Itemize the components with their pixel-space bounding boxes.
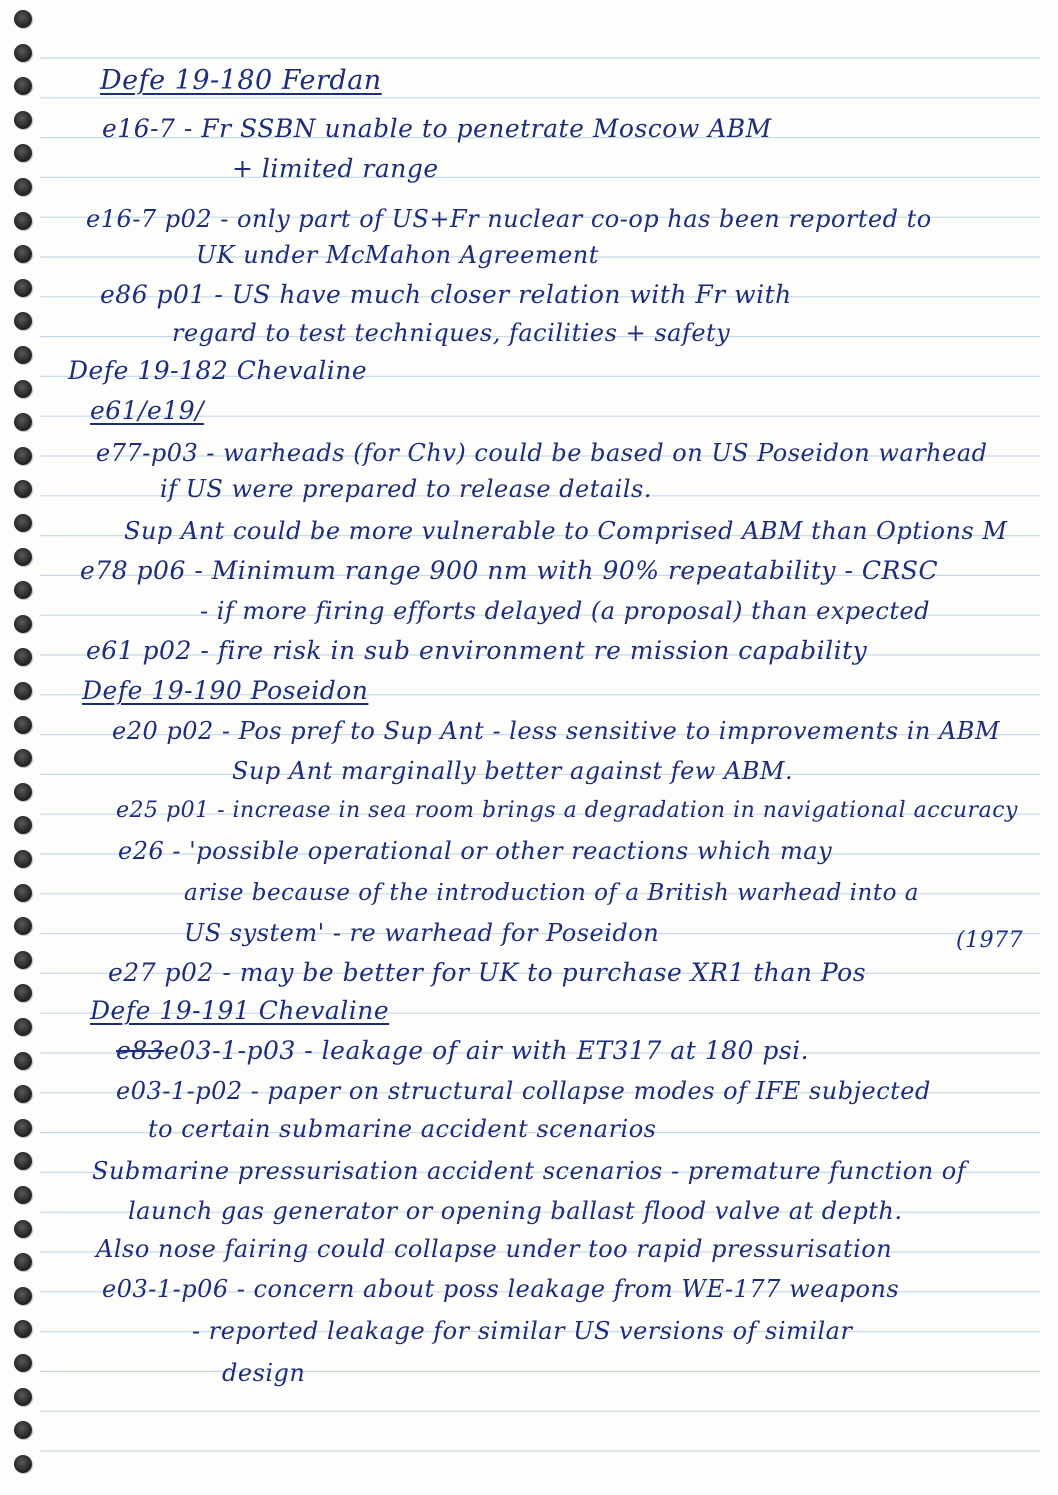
binding-hole xyxy=(14,346,32,364)
note-text: UK under McMahon Agreement xyxy=(196,241,599,269)
note-line xyxy=(192,1316,852,1346)
note-line xyxy=(116,1036,809,1066)
note-text: to certain submarine accident scenarios xyxy=(148,1115,657,1143)
note-text: design xyxy=(222,1359,306,1387)
note-line xyxy=(92,1156,966,1186)
note-line xyxy=(112,716,1000,746)
note-text: e16-7 - Fr SSBN unable to penetrate Moscow ABM xyxy=(102,114,772,143)
note-text: arise because of the introduction of a British warhead into a xyxy=(184,880,919,906)
note-text: Defe 19-191 Chevaline xyxy=(90,996,390,1025)
binding-hole xyxy=(14,178,32,196)
binding-hole xyxy=(14,648,32,666)
note-text: + limited range xyxy=(232,154,439,183)
binding-hole xyxy=(14,1287,32,1305)
note-text: e03-1-p02 - paper on structural collapse modes of IFE subjected xyxy=(116,1077,931,1105)
note-line xyxy=(232,154,439,184)
note-line xyxy=(118,836,832,866)
note-heading xyxy=(82,676,368,706)
note-text: e25 p01 - increase in sea room brings a degradation in navigational accuracy xyxy=(116,798,1018,823)
note-text: if US were prepared to release details. xyxy=(160,475,652,503)
note-text: - if more firing efforts delayed (a proposal) than expected xyxy=(200,597,931,625)
binding-hole xyxy=(14,1455,32,1473)
note-text: e78 p06 - Minimum range 900 nm with 90% repeatability - CRSC xyxy=(80,556,939,585)
note-text: Sup Ant could be more vulnerable to Comprised ABM than Options M xyxy=(124,517,1008,545)
note-text: e03-1-p03 - leakage of air with ET317 at 180 psi. xyxy=(164,1036,810,1065)
binding-hole xyxy=(14,480,32,498)
note-text: - reported leakage for similar US versions of similar xyxy=(192,1317,853,1345)
note-line xyxy=(232,756,793,786)
note-line xyxy=(102,1274,899,1304)
binding-hole xyxy=(14,144,32,162)
binding-hole xyxy=(14,1320,32,1338)
note-line xyxy=(108,958,866,988)
note-heading xyxy=(90,996,389,1026)
binding-hole xyxy=(14,1018,32,1036)
binding-hole xyxy=(14,1421,32,1439)
note-text: e03-1-p06 - concern about poss leakage from WE-177 weapons xyxy=(102,1275,900,1303)
note-text: Defe 19-180 Ferdan xyxy=(100,65,382,96)
note-line xyxy=(86,204,932,234)
spiral-binding-holes xyxy=(0,0,60,1495)
note-line xyxy=(80,556,938,586)
binding-hole xyxy=(14,44,32,62)
note-text: Defe 19-182 Chevaline xyxy=(68,356,368,385)
binding-hole xyxy=(14,77,32,95)
note-text: e61 p02 - fire risk in sub environment re mission capability xyxy=(86,636,868,665)
binding-hole xyxy=(14,615,32,633)
note-text: launch gas generator or opening ballast flood valve at depth. xyxy=(128,1197,903,1225)
binding-hole xyxy=(14,951,32,969)
note-text: e86 p01 - US have much closer relation with Fr with xyxy=(100,280,792,309)
note-line xyxy=(86,636,867,666)
note-line xyxy=(184,918,659,948)
binding-hole xyxy=(14,413,32,431)
note-text: Submarine pressurisation accident scenarios - premature function of xyxy=(92,1157,967,1185)
binding-hole xyxy=(14,716,32,734)
note-line xyxy=(102,114,772,144)
note-line xyxy=(124,516,1007,546)
note-line xyxy=(956,926,1023,956)
binding-hole xyxy=(14,1152,32,1170)
note-line xyxy=(128,1196,902,1226)
binding-hole xyxy=(14,279,32,297)
note-line xyxy=(148,1114,657,1144)
binding-hole xyxy=(14,884,32,902)
note-line xyxy=(184,878,919,908)
note-text: Defe 19-190 Poseidon xyxy=(82,676,369,705)
note-line xyxy=(196,240,599,270)
binding-hole xyxy=(14,783,32,801)
note-text: US system' - re warhead for Poseidon xyxy=(184,919,660,947)
binding-hole xyxy=(14,1119,32,1137)
note-text: Also nose fairing could collapse under too rapid pressurisation xyxy=(96,1235,893,1263)
binding-hole xyxy=(14,816,32,834)
note-line xyxy=(222,1358,305,1388)
note-line xyxy=(160,474,652,504)
struck-out-text: e83 xyxy=(116,1036,165,1065)
note-text: (1977 xyxy=(956,928,1024,953)
binding-hole xyxy=(14,212,32,230)
note-text: e27 p02 - may be better for UK to purchase XR1 than Pos xyxy=(108,958,867,987)
note-line xyxy=(100,280,792,310)
note-heading xyxy=(90,396,204,426)
note-line xyxy=(116,1076,931,1106)
binding-hole xyxy=(14,1253,32,1271)
binding-hole xyxy=(14,245,32,263)
binding-hole xyxy=(14,548,32,566)
binding-hole xyxy=(14,581,32,599)
binding-hole xyxy=(14,380,32,398)
note-text: e20 p02 - Pos pref to Sup Ant - less sensitive to improvements in ABM xyxy=(112,717,1001,745)
binding-hole xyxy=(14,682,32,700)
binding-hole xyxy=(14,1186,32,1204)
note-text: e16-7 p02 - only part of US+Fr nuclear co-op has been reported to xyxy=(86,205,932,233)
note-heading xyxy=(100,66,382,96)
binding-hole xyxy=(14,984,32,1002)
binding-hole xyxy=(14,917,32,935)
note-text: e26 - 'possible operational or other reactions which may xyxy=(118,837,833,865)
binding-hole xyxy=(14,1220,32,1238)
binding-hole xyxy=(14,447,32,465)
note-text: e77-p03 - warheads (for Chv) could be based on US Poseidon warhead xyxy=(96,439,988,467)
note-line xyxy=(116,796,1018,826)
binding-hole xyxy=(14,1354,32,1372)
note-line xyxy=(96,438,988,468)
note-line xyxy=(200,596,930,626)
binding-hole xyxy=(14,749,32,767)
note-text: regard to test techniques, facilities + safety xyxy=(172,319,731,347)
binding-hole xyxy=(14,850,32,868)
binding-hole xyxy=(14,111,32,129)
note-text: e61/e19/ xyxy=(90,396,205,425)
binding-hole xyxy=(14,1085,32,1103)
binding-hole xyxy=(14,514,32,532)
note-line xyxy=(172,318,730,348)
binding-hole xyxy=(14,1052,32,1070)
note-line xyxy=(96,1234,892,1264)
binding-hole xyxy=(14,10,32,28)
note-text: Sup Ant marginally better against few ABM. xyxy=(232,757,794,785)
note-line xyxy=(68,356,367,386)
binding-hole xyxy=(14,1388,32,1406)
binding-hole xyxy=(14,312,32,330)
